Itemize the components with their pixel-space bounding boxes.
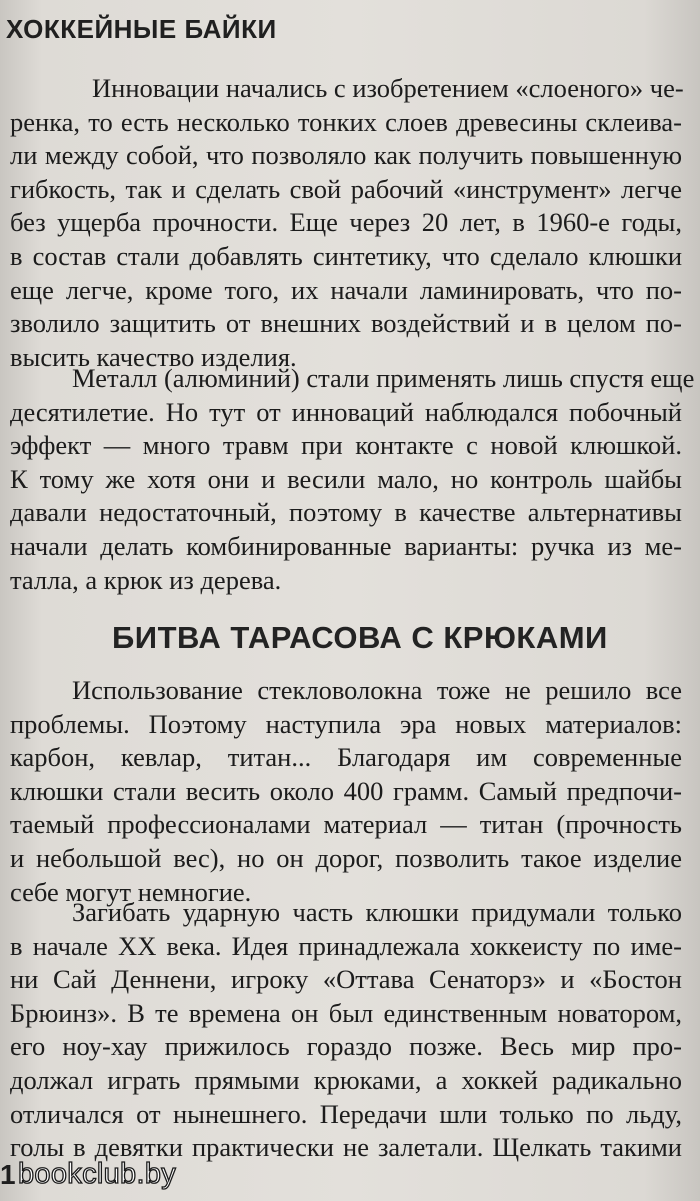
paragraph-1 — [10, 72, 682, 374]
paragraph-2 — [10, 362, 695, 597]
page-number: 1 — [0, 1159, 16, 1190]
text-line: себе могут немногие. — [10, 876, 252, 907]
paragraph-3 — [10, 674, 682, 909]
text-line: без ущерба прочности. Еще через 20 лет, в 1960-е годы, — [10, 207, 682, 238]
text-line: ренка, то есть несколько тонких слоев древесины склеива- — [10, 106, 682, 137]
text-line: ни Сай Деннени, игроку «Оттава Сенаторз» и «Бостон — [10, 964, 682, 995]
text-line: Брюинз». В те времена он был единственным новатором, — [10, 997, 682, 1028]
text-line: его ноу-хау прижилось гораздо позже. Весь мир про- — [10, 1031, 682, 1062]
text-line: гибкость, так и сделать свой рабочий «инструмент» легче — [10, 173, 682, 204]
text-line: отличался от нынешнего. Передачи шли только по льду, — [10, 1098, 682, 1129]
text-line: и небольшой вес), но он дорог, позволить такое изделие — [10, 842, 682, 873]
paragraph-4 — [10, 896, 682, 1165]
text-line: К тому же хотя они и весили мало, но контроль шайбы — [10, 463, 682, 494]
text-line: высить качество изделия. — [10, 341, 297, 372]
text-line: Инновации начались с изобретением «слоеного» че- — [92, 73, 684, 103]
text-line: голы в девятки практически не залетали. Щелкать такими — [10, 1132, 682, 1163]
running-head: ХОККЕЙНЫЕ БАЙКИ — [6, 14, 277, 44]
text-line: Использование стекловолокна тоже не решило все — [72, 675, 682, 705]
text-line: проблемы. Поэтому наступила эра новых материалов: — [10, 708, 682, 739]
text-line: должал играть прямыми крюками, а хоккей радикально — [10, 1064, 682, 1095]
section-heading: БИТВА ТАРАСОВА С КРЮКАМИ — [112, 620, 608, 655]
text-line: еще легче, кроме того, их начали ламинировать, что по- — [10, 274, 682, 305]
text-line: Загибать ударную часть клюшки придумали только — [72, 897, 682, 927]
text-line: десятилетие. Но тут от инноваций наблюдался побочный — [10, 396, 682, 427]
text-line: ли между собой, что позволяло как получить повышенную — [10, 140, 682, 171]
text-line: в начале XX века. Идея принадлежала хоккеисту по име- — [10, 930, 682, 961]
text-line: эффект — много травм при контакте с новой клюшкой. — [10, 430, 682, 461]
watermark: bookclub.by — [18, 1158, 177, 1190]
text-line: начали делать комбинированные варианты: ручка из ме- — [10, 530, 682, 561]
text-line: в состав стали добавлять синтетику, что сделало клюшки — [10, 240, 682, 271]
text-line: клюшки стали весить около 400 грамм. Самый предпочи- — [10, 775, 682, 806]
text-line: талла, а крюк из дерева. — [10, 564, 282, 595]
text-line: таемый профессионалами материал — титан (прочность — [10, 809, 682, 840]
text-line: давали недостаточный, поэтому в качестве альтернативы — [10, 497, 682, 528]
text-line: зволило защитить от внешних воздействий и в целом по- — [10, 308, 682, 339]
text-line: карбон, кевлар, титан... Благодаря им современные — [10, 742, 682, 773]
text-line: Металл (алюминий) стали применять лишь спустя еще — [72, 363, 695, 393]
